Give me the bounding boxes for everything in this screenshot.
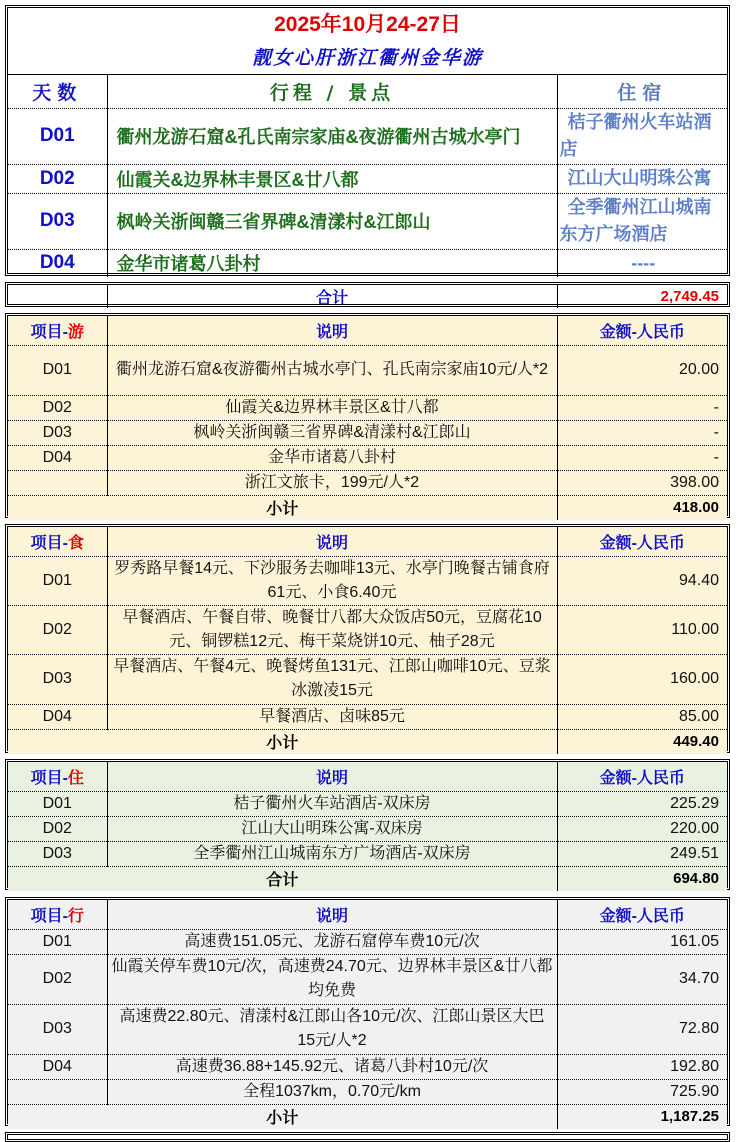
itinerary-table — [8, 8, 727, 277]
column-header-days: 天数 — [8, 74, 107, 108]
table-row — [8, 605, 727, 654]
day-cell: D04 — [8, 704, 107, 729]
description-cell: 高速费151.05元、龙游石窟停车费10元/次 — [107, 929, 557, 954]
section-header-category: 项目-行 — [8, 900, 107, 929]
itinerary-row — [8, 193, 727, 249]
table-row — [8, 1079, 727, 1104]
day-code: D01 — [8, 108, 107, 164]
table-row — [8, 345, 727, 395]
subtotal-row — [8, 495, 727, 520]
subtotal-row — [8, 1104, 727, 1129]
itinerary-block — [5, 5, 730, 276]
subtotal-value: 418.00 — [557, 495, 727, 520]
route-text: 仙霞关&边界林丰景区&廿八都 — [107, 164, 557, 193]
section-you-table — [8, 316, 727, 520]
subtotal-value: 449.40 — [557, 729, 727, 754]
day-cell — [8, 470, 107, 495]
amount-cell: 220.00 — [557, 816, 727, 841]
column-header-amount: 金额-人民币 — [557, 900, 727, 929]
category-label: 住 — [67, 769, 84, 787]
amount-cell: - — [557, 395, 727, 420]
column-header-amount: 金额-人民币 — [557, 527, 727, 556]
section-shi — [5, 524, 730, 753]
table-row — [8, 420, 727, 445]
description-cell: 罗秀路早餐14元、下沙服务去咖啡13元、水亭门晚餐古铺食府61元、小食6.40元 — [107, 556, 557, 605]
table-row — [8, 954, 727, 1004]
section-xing-table — [8, 900, 727, 1129]
day-code: D03 — [8, 193, 107, 249]
itinerary-row — [8, 249, 727, 277]
description-cell: 浙江文旅卡，199元/人*2 — [107, 470, 557, 495]
column-header-description: 说明 — [107, 900, 557, 929]
description-cell: 枫岭关浙闽赣三省界碑&清漾村&江郎山 — [107, 420, 557, 445]
amount-cell: 34.70 — [557, 954, 727, 1004]
day-cell: D02 — [8, 954, 107, 1004]
stay-text: 全季衢州江山城南东方广场酒店 — [557, 193, 727, 249]
day-cell: D03 — [8, 654, 107, 704]
description-cell: 江山大山明珠公寓-双床房 — [107, 816, 557, 841]
day-cell — [8, 1079, 107, 1104]
amount-cell: 161.05 — [557, 929, 727, 954]
grand-total-value: 2,749.45 — [660, 288, 719, 305]
day-cell: D02 — [8, 816, 107, 841]
table-row — [8, 929, 727, 954]
amount-cell: 20.00 — [557, 345, 727, 395]
subtotal-row — [8, 866, 727, 891]
description-cell: 全程1037km，0.70元/km — [107, 1079, 557, 1104]
section-header-category: 项目-游 — [8, 316, 107, 345]
description-cell: 金华市诸葛八卦村 — [107, 445, 557, 470]
day-cell: D04 — [8, 1054, 107, 1079]
table-row — [8, 395, 727, 420]
itinerary-row — [8, 108, 727, 164]
section-zhu — [5, 759, 730, 890]
stay-text: 桔子衢州火车站酒店 — [557, 108, 727, 164]
category-label: 行 — [67, 907, 84, 925]
grand-total-block — [5, 282, 730, 307]
section-header-category: 项目-食 — [8, 527, 107, 556]
day-cell: D03 — [8, 420, 107, 445]
amount-cell: 249.51 — [557, 841, 727, 866]
table-row — [8, 654, 727, 704]
description-cell: 高速费36.88+145.92元、诸葛八卦村10元/次 — [107, 1054, 557, 1079]
day-cell: D01 — [8, 556, 107, 605]
subtotal-label: 小计 — [8, 495, 557, 520]
route-text: 金华市诸葛八卦村 — [107, 249, 557, 277]
day-cell: D03 — [8, 841, 107, 866]
grand-total-spacer — [8, 285, 107, 308]
day-cell: D01 — [8, 345, 107, 395]
amount-cell: 725.90 — [557, 1079, 727, 1104]
table-row — [8, 1004, 727, 1054]
description-cell: 早餐酒店、午餐自带、晚餐廿八都大众饭店50元，豆腐花10元、铜锣糕12元、梅干菜烧饼10元、柚子28元 — [107, 605, 557, 654]
section-you — [5, 313, 730, 518]
column-header-amount: 金额-人民币 — [557, 762, 727, 791]
table-row — [8, 470, 727, 495]
description-cell: 早餐酒店、午餐4元、晚餐烤鱼131元、江郎山咖啡10元、豆浆冰激凌15元 — [107, 654, 557, 704]
subtotal-value: 694.80 — [557, 866, 727, 891]
category-label: 游 — [67, 323, 84, 341]
amount-cell: 85.00 — [557, 704, 727, 729]
stay-text: ---- — [557, 249, 727, 277]
table-row — [8, 841, 727, 866]
grand-total-label: 合计 — [107, 285, 557, 308]
section-shi-table — [8, 527, 727, 754]
table-row — [8, 704, 727, 729]
section-xing — [5, 897, 730, 1126]
grand-total-table — [8, 285, 727, 308]
day-cell: D03 — [8, 1004, 107, 1054]
table-row — [8, 791, 727, 816]
table-row — [8, 816, 727, 841]
subtotal-value: 1,187.25 — [557, 1104, 727, 1129]
day-code: D04 — [8, 249, 107, 277]
trip-title: 靓女心肝浙江衢州金华游 — [251, 46, 483, 69]
amount-cell: - — [557, 445, 727, 470]
subtotal-label: 小计 — [8, 729, 557, 754]
section-header-category: 项目-住 — [8, 762, 107, 791]
route-text: 枫岭关浙闽赣三省界碑&清漾村&江郎山 — [107, 193, 557, 249]
amount-cell: 72.80 — [557, 1004, 727, 1054]
amount-cell: 110.00 — [557, 605, 727, 654]
stay-text: 江山大山明珠公寓 — [557, 164, 727, 193]
amount-cell: 192.80 — [557, 1054, 727, 1079]
description-cell: 仙霞关&边界林丰景区&廿八都 — [107, 395, 557, 420]
next-block-edge — [5, 1132, 730, 1142]
amount-cell: 225.29 — [557, 791, 727, 816]
description-cell: 早餐酒店、卤味85元 — [107, 704, 557, 729]
amount-cell: 398.00 — [557, 470, 727, 495]
amount-cell: 160.00 — [557, 654, 727, 704]
table-row — [8, 445, 727, 470]
description-cell: 衢州龙游石窟&夜游衢州古城水亭门、孔氏南宗家庙10元/人*2 — [107, 345, 557, 395]
day-cell: D04 — [8, 445, 107, 470]
description-cell: 高速费22.80元、清漾村&江郎山各10元/次、江郎山景区大巴15元/人*2 — [107, 1004, 557, 1054]
column-header-amount: 金额-人民币 — [557, 316, 727, 345]
category-label: 食 — [67, 534, 84, 552]
description-cell: 仙霞关停车费10元/次，高速费24.70元、边界林丰景区&廿八都均免费 — [107, 954, 557, 1004]
subtotal-row — [8, 729, 727, 754]
day-cell: D01 — [8, 791, 107, 816]
table-row — [8, 556, 727, 605]
subtotal-label: 合计 — [8, 866, 557, 891]
column-header-route: 行程 / 景点 — [107, 74, 557, 108]
route-text: 衢州龙游石窟&孔氏南宗家庙&夜游衢州古城水亭门 — [107, 108, 557, 164]
column-header-stay: 住宿 — [557, 74, 727, 108]
day-cell: D01 — [8, 929, 107, 954]
amount-cell: 94.40 — [557, 556, 727, 605]
description-cell: 全季衢州江山城南东方广场酒店-双床房 — [107, 841, 557, 866]
column-header-description: 说明 — [107, 316, 557, 345]
trip-date: 2025年10月24-27日 — [274, 13, 461, 36]
column-header-description: 说明 — [107, 527, 557, 556]
amount-cell: - — [557, 420, 727, 445]
day-code: D02 — [8, 164, 107, 193]
table-row — [8, 1054, 727, 1079]
itinerary-row — [8, 164, 727, 193]
description-cell: 桔子衢州火车站酒店-双床房 — [107, 791, 557, 816]
day-cell: D02 — [8, 605, 107, 654]
section-zhu-table — [8, 762, 727, 891]
subtotal-label: 小计 — [8, 1104, 557, 1129]
day-cell: D02 — [8, 395, 107, 420]
column-header-description: 说明 — [107, 762, 557, 791]
